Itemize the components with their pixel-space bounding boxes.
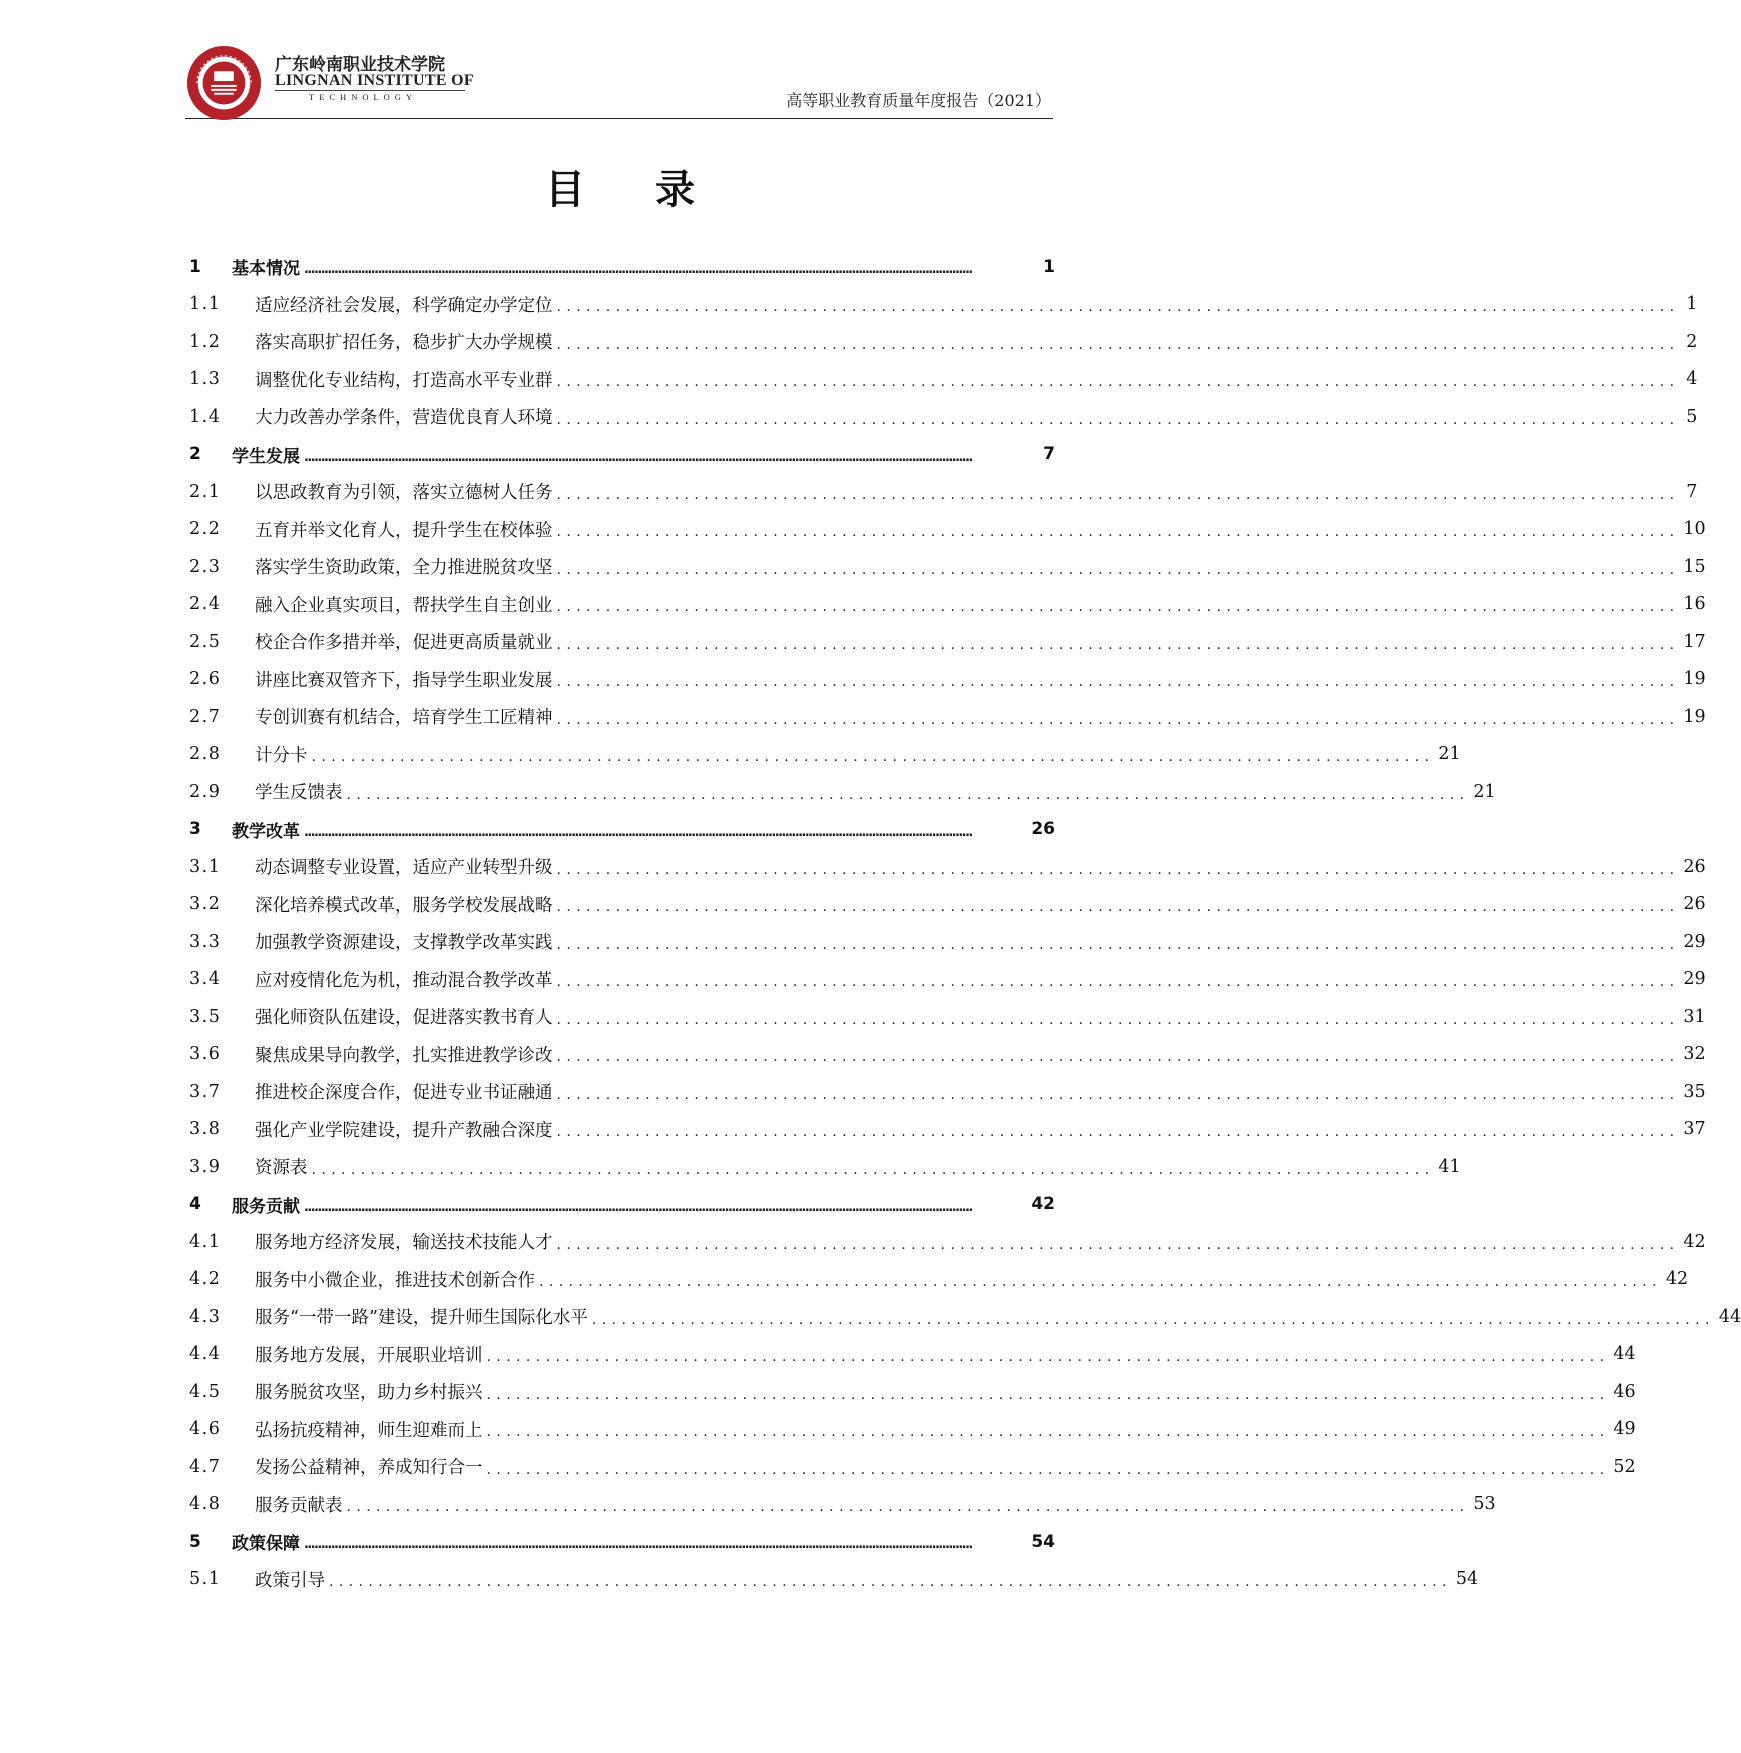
toc-entry[interactable] bbox=[189, 1373, 1636, 1411]
toc-entry[interactable] bbox=[189, 511, 1706, 549]
toc-entry[interactable] bbox=[189, 886, 1706, 924]
toc-entry-title: 落实学生资助政策，全力推进脱贫攻坚 bbox=[255, 558, 553, 579]
toc-entry[interactable] bbox=[189, 736, 1461, 774]
toc-entry-page: 31 bbox=[1683, 1006, 1706, 1027]
toc-entry-page: 1 bbox=[1686, 294, 1698, 315]
toc-dot-leader: .................................................................................................................. bbox=[591, 1311, 1715, 1328]
toc-dot-leader: .................................................................................................................. bbox=[486, 1424, 1610, 1441]
toc-entry-number: 3 bbox=[189, 819, 201, 840]
toc-entry-number: 3.1 bbox=[189, 856, 222, 877]
brand-divider bbox=[275, 90, 465, 91]
toc-entry-title: 五育并举文化育人，提升学生在校体验 bbox=[255, 520, 553, 541]
toc-entry-title: 校企合作多措并举，促进更高质量就业 bbox=[255, 633, 553, 654]
toc-entry-number: 2 bbox=[189, 444, 201, 465]
toc-entry-page: 54 bbox=[1031, 1531, 1055, 1552]
toc-entry-title: 融入企业真实项目，帮扶学生自主创业 bbox=[255, 595, 553, 616]
toc-entry-title: 服务贡献表 bbox=[255, 1495, 343, 1516]
toc-entry[interactable] bbox=[189, 398, 1698, 436]
toc-entry-title: 以思政教育为引领，落实立德树人任务 bbox=[255, 483, 553, 504]
toc-entry[interactable] bbox=[189, 1036, 1706, 1074]
toc-dot-leader: .................................................................................................................. bbox=[346, 786, 1470, 803]
toc-entry-page: 44 bbox=[1613, 1344, 1636, 1365]
toc-entry-number: 1.2 bbox=[189, 331, 222, 352]
toc-dot-leader: .................................................................................................................. bbox=[556, 336, 1680, 353]
toc-dot-leader: .................................................................................................................. bbox=[556, 974, 1680, 991]
toc-dot-leader: .................................................................................................................. bbox=[556, 486, 1680, 503]
toc-entry[interactable] bbox=[189, 848, 1706, 886]
toc-entry-title: 弘扬抗疫精神，师生迎难而上 bbox=[255, 1420, 483, 1441]
toc-dot-leader: .................................................................................................................. bbox=[311, 1161, 1435, 1178]
toc-dot-leader: .................................................................................................................. bbox=[556, 936, 1680, 953]
toc-entry[interactable] bbox=[189, 998, 1706, 1036]
toc-entry[interactable] bbox=[189, 1523, 1055, 1561]
toc-entry-page: 37 bbox=[1683, 1119, 1706, 1140]
toc-entry-number: 4.8 bbox=[189, 1494, 222, 1515]
toc-entry-number: 3.6 bbox=[189, 1044, 222, 1065]
toc-dot-leader: .................................................................................................................. bbox=[556, 899, 1680, 916]
toc-entry-number: 3.7 bbox=[189, 1081, 222, 1102]
toc-entry-title: 服务地方经济发展，输送技术技能人才 bbox=[255, 1233, 553, 1254]
toc-entry-number: 3.2 bbox=[189, 894, 222, 915]
toc-entry-number: 3.4 bbox=[189, 969, 222, 990]
toc-entry-title: 深化培养模式改革，服务学校发展战略 bbox=[255, 895, 553, 916]
toc-entry-number: 4.7 bbox=[189, 1456, 222, 1477]
toc-dot-leader: .................................................................................................................. bbox=[556, 636, 1680, 653]
toc-entry-number: 4.5 bbox=[189, 1381, 222, 1402]
toc-entry-title: 服务脱贫攻坚，助力乡村振兴 bbox=[255, 1383, 483, 1404]
toc-entry[interactable] bbox=[189, 1336, 1636, 1374]
toc-entry-page: 41 bbox=[1438, 1156, 1461, 1177]
toc-entry[interactable] bbox=[189, 1486, 1496, 1524]
toc-entry-number: 1.1 bbox=[189, 294, 222, 315]
toc-entry-number: 4.4 bbox=[189, 1344, 222, 1365]
toc-dot-leader: .................................................................................................................. bbox=[556, 1049, 1680, 1066]
toc-entry-page: 21 bbox=[1438, 744, 1461, 765]
toc-entry-page: 7 bbox=[1043, 444, 1055, 465]
toc-entry-number: 2.7 bbox=[189, 706, 222, 727]
toc-entry[interactable] bbox=[189, 586, 1706, 624]
toc-entry[interactable] bbox=[189, 1223, 1706, 1261]
toc-entry-page: 42 bbox=[1665, 1269, 1689, 1290]
toc-entry-number: 2.4 bbox=[189, 594, 222, 615]
toc-entry[interactable] bbox=[189, 1073, 1706, 1111]
toc-entry-page: 1 bbox=[1043, 256, 1055, 277]
toc-dot-leader: .................................................................................................................. bbox=[556, 374, 1680, 391]
toc-entry-page: 26 bbox=[1683, 856, 1706, 877]
toc-entry-page: 21 bbox=[1473, 781, 1496, 802]
toc-entry[interactable] bbox=[189, 1148, 1461, 1186]
toc-entry-title: 应对疫情化危为机，推动混合教学改革 bbox=[255, 970, 553, 991]
toc-entry[interactable] bbox=[189, 623, 1706, 661]
toc-entry-title: 资源表 bbox=[255, 1158, 308, 1179]
toc-entry[interactable] bbox=[189, 961, 1706, 999]
toc-entry-title: 服务贡献 bbox=[232, 1196, 300, 1217]
toc-entry-number: 1.3 bbox=[189, 369, 222, 390]
toc-entry[interactable] bbox=[189, 1298, 1741, 1336]
toc-dot-leader: .................................................................................................................. bbox=[556, 524, 1680, 541]
toc-entry-title: 讲座比赛双管齐下，指导学生职业发展 bbox=[255, 670, 553, 691]
toc-entry-page: 42 bbox=[1683, 1231, 1706, 1252]
toc-entry-number: 2.5 bbox=[189, 631, 222, 652]
toc-entry-title: 学生反馈表 bbox=[255, 783, 343, 804]
toc-entry-title: 发扬公益精神，养成知行合一 bbox=[255, 1458, 483, 1479]
toc-entry-title: 政策保障 bbox=[232, 1534, 300, 1555]
toc-entry[interactable] bbox=[189, 548, 1706, 586]
toc-entry-number: 2.1 bbox=[189, 481, 222, 502]
toc-dot-leader: ........................................................................................................................................................................................................ bbox=[304, 824, 972, 840]
page-header bbox=[185, 42, 1053, 119]
toc-dot-leader: ........................................................................................................................................................................................................ bbox=[304, 1199, 972, 1215]
toc-dot-leader: .................................................................................................................. bbox=[556, 1236, 1680, 1253]
toc-dot-leader: .................................................................................................................. bbox=[556, 299, 1680, 316]
toc-dot-leader: .................................................................................................................. bbox=[556, 411, 1680, 428]
toc-dot-leader: .................................................................................................................. bbox=[556, 674, 1680, 691]
toc-entry-title: 基本情况 bbox=[232, 259, 300, 280]
school-name-cn: 广东岭南职业技术学院 bbox=[275, 55, 445, 75]
toc-entry-title: 服务中小微企业，推进技术创新合作 bbox=[255, 1270, 535, 1291]
toc-entry-page: 49 bbox=[1613, 1419, 1636, 1440]
toc-dot-leader: .................................................................................................................. bbox=[329, 1574, 1452, 1591]
toc-entry-title: 大力改善办学条件，营造优良育人环境 bbox=[255, 408, 553, 429]
toc-entry-title: 动态调整专业设置，适应产业转型升级 bbox=[255, 858, 553, 879]
toc-entry-number: 3.5 bbox=[189, 1006, 222, 1027]
toc-dot-leader: ........................................................................................................................................................................................................ bbox=[304, 449, 972, 465]
toc-entry[interactable] bbox=[189, 1261, 1689, 1299]
school-name-en-sub: TECHNOLOGY bbox=[309, 92, 418, 102]
toc-entry-page: 53 bbox=[1473, 1494, 1496, 1515]
toc-entry-page: 19 bbox=[1683, 669, 1706, 690]
toc-dot-leader: ........................................................................................................................................................................................................ bbox=[304, 1537, 972, 1553]
toc-dot-leader: .................................................................................................................. bbox=[486, 1386, 1610, 1403]
toc-entry-page: 17 bbox=[1683, 631, 1706, 652]
page-title: 目录 bbox=[545, 167, 765, 213]
toc-entry[interactable] bbox=[189, 1411, 1636, 1449]
toc-entry-page: 32 bbox=[1683, 1044, 1706, 1065]
toc-entry-number: 4.2 bbox=[189, 1269, 222, 1290]
toc-entry-title: 落实高职扩招任务，稳步扩大办学规模 bbox=[255, 333, 553, 354]
toc-entry-number: 3.9 bbox=[189, 1156, 222, 1177]
toc-entry-title: 服务“一带一路”建设，提升师生国际化水平 bbox=[255, 1308, 588, 1329]
toc-entry-page: 19 bbox=[1683, 706, 1706, 727]
toc-entry-title: 调整优化专业结构，打造高水平专业群 bbox=[255, 370, 553, 391]
toc-entry[interactable] bbox=[189, 1186, 1055, 1224]
toc-entry[interactable] bbox=[189, 698, 1706, 736]
toc-entry-page: 46 bbox=[1613, 1381, 1636, 1402]
toc-entry[interactable] bbox=[189, 811, 1055, 849]
school-name-en: LINGNAN INSTITUTE OF bbox=[275, 72, 474, 89]
toc-dot-leader: .................................................................................................................. bbox=[556, 861, 1680, 878]
toc-entry[interactable] bbox=[189, 323, 1698, 361]
toc-entry[interactable] bbox=[189, 436, 1055, 474]
toc-entry-title: 强化产业学院建设，提升产教融合深度 bbox=[255, 1120, 553, 1141]
toc-entry-page: 15 bbox=[1683, 556, 1706, 577]
toc-dot-leader: ........................................................................................................................................................................................................ bbox=[304, 262, 972, 278]
toc-entry-number: 5.1 bbox=[189, 1569, 222, 1590]
toc-entry-number: 3.8 bbox=[189, 1119, 222, 1140]
toc-entry-title: 教学改革 bbox=[232, 821, 300, 842]
toc-entry-title: 学生发展 bbox=[232, 446, 300, 467]
toc-dot-leader: .................................................................................................................. bbox=[311, 749, 1435, 766]
toc-dot-leader: .................................................................................................................. bbox=[556, 561, 1680, 578]
toc-entry-title: 推进校企深度合作，促进专业书证融通 bbox=[255, 1083, 553, 1104]
toc-entry[interactable] bbox=[189, 248, 1055, 286]
toc-entry[interactable] bbox=[189, 773, 1496, 811]
toc-entry-number: 2.9 bbox=[189, 781, 222, 802]
toc-entry-page: 44 bbox=[1718, 1306, 1741, 1327]
toc-entry-title: 加强教学资源建设，支撑教学改革实践 bbox=[255, 933, 553, 954]
toc-entry-title: 强化师资队伍建设，促进落实教书育人 bbox=[255, 1008, 553, 1029]
toc-dot-leader: .................................................................................................................. bbox=[486, 1349, 1610, 1366]
toc-entry-page: 42 bbox=[1031, 1194, 1055, 1215]
toc-entry-number: 1.4 bbox=[189, 406, 222, 427]
toc-entry-title: 专创训赛有机结合，培育学生工匠精神 bbox=[255, 708, 553, 729]
toc-entry-title: 政策引导 bbox=[255, 1570, 325, 1591]
table-of-contents bbox=[189, 248, 1741, 1598]
toc-entry-number: 4 bbox=[189, 1194, 201, 1215]
toc-dot-leader: .................................................................................................................. bbox=[539, 1274, 1662, 1291]
toc-entry-number: 2.6 bbox=[189, 669, 222, 690]
toc-dot-leader: .................................................................................................................. bbox=[556, 1086, 1680, 1103]
toc-entry[interactable] bbox=[189, 1561, 1479, 1599]
toc-entry-number: 3.3 bbox=[189, 931, 222, 952]
toc-entry-page: 4 bbox=[1686, 369, 1698, 390]
toc-entry-page: 2 bbox=[1686, 331, 1698, 352]
toc-dot-leader: .................................................................................................................. bbox=[486, 1461, 1610, 1478]
toc-entry[interactable] bbox=[189, 473, 1698, 511]
toc-entry[interactable] bbox=[189, 661, 1706, 699]
toc-entry-page: 16 bbox=[1683, 594, 1706, 615]
toc-entry-number: 2.8 bbox=[189, 744, 222, 765]
toc-entry-page: 35 bbox=[1683, 1081, 1706, 1102]
toc-entry-page: 26 bbox=[1683, 894, 1706, 915]
toc-dot-leader: .................................................................................................................. bbox=[556, 599, 1680, 616]
toc-entry-number: 5 bbox=[189, 1531, 201, 1552]
toc-entry-title: 适应经济社会发展，科学确定办学定位 bbox=[255, 295, 553, 316]
toc-entry-title: 计分卡 bbox=[255, 745, 308, 766]
toc-entry-number: 2.2 bbox=[189, 519, 222, 540]
report-title: 高等职业教育质量年度报告（2021） bbox=[786, 91, 1051, 110]
toc-entry-page: 29 bbox=[1683, 969, 1706, 990]
toc-entry-page: 10 bbox=[1683, 519, 1706, 540]
toc-entry-title: 聚焦成果导向教学，扎实推进教学诊改 bbox=[255, 1045, 553, 1066]
toc-entry-page: 5 bbox=[1686, 406, 1698, 427]
toc-entry-page: 52 bbox=[1613, 1456, 1636, 1477]
toc-entry-page: 7 bbox=[1686, 481, 1698, 502]
toc-entry-title: 服务地方发展，开展职业培训 bbox=[255, 1345, 483, 1366]
toc-dot-leader: .................................................................................................................. bbox=[556, 1011, 1680, 1028]
toc-entry[interactable] bbox=[189, 286, 1698, 324]
toc-entry-page: 29 bbox=[1683, 931, 1706, 952]
school-logo-icon bbox=[185, 44, 263, 122]
toc-entry[interactable] bbox=[189, 1111, 1706, 1149]
toc-dot-leader: .................................................................................................................. bbox=[556, 1124, 1680, 1141]
toc-entry-page: 54 bbox=[1455, 1569, 1479, 1590]
toc-dot-leader: .................................................................................................................. bbox=[556, 711, 1680, 728]
toc-entry-number: 4.3 bbox=[189, 1306, 222, 1327]
toc-entry-number: 2.3 bbox=[189, 556, 222, 577]
toc-entry-number: 1 bbox=[189, 256, 201, 277]
toc-entry[interactable] bbox=[189, 1448, 1636, 1486]
toc-entry[interactable] bbox=[189, 361, 1698, 399]
toc-entry-number: 4.6 bbox=[189, 1419, 222, 1440]
toc-entry-page: 26 bbox=[1031, 819, 1055, 840]
toc-entry-number: 4.1 bbox=[189, 1231, 222, 1252]
toc-entry[interactable] bbox=[189, 923, 1706, 961]
toc-dot-leader: .................................................................................................................. bbox=[346, 1499, 1470, 1516]
